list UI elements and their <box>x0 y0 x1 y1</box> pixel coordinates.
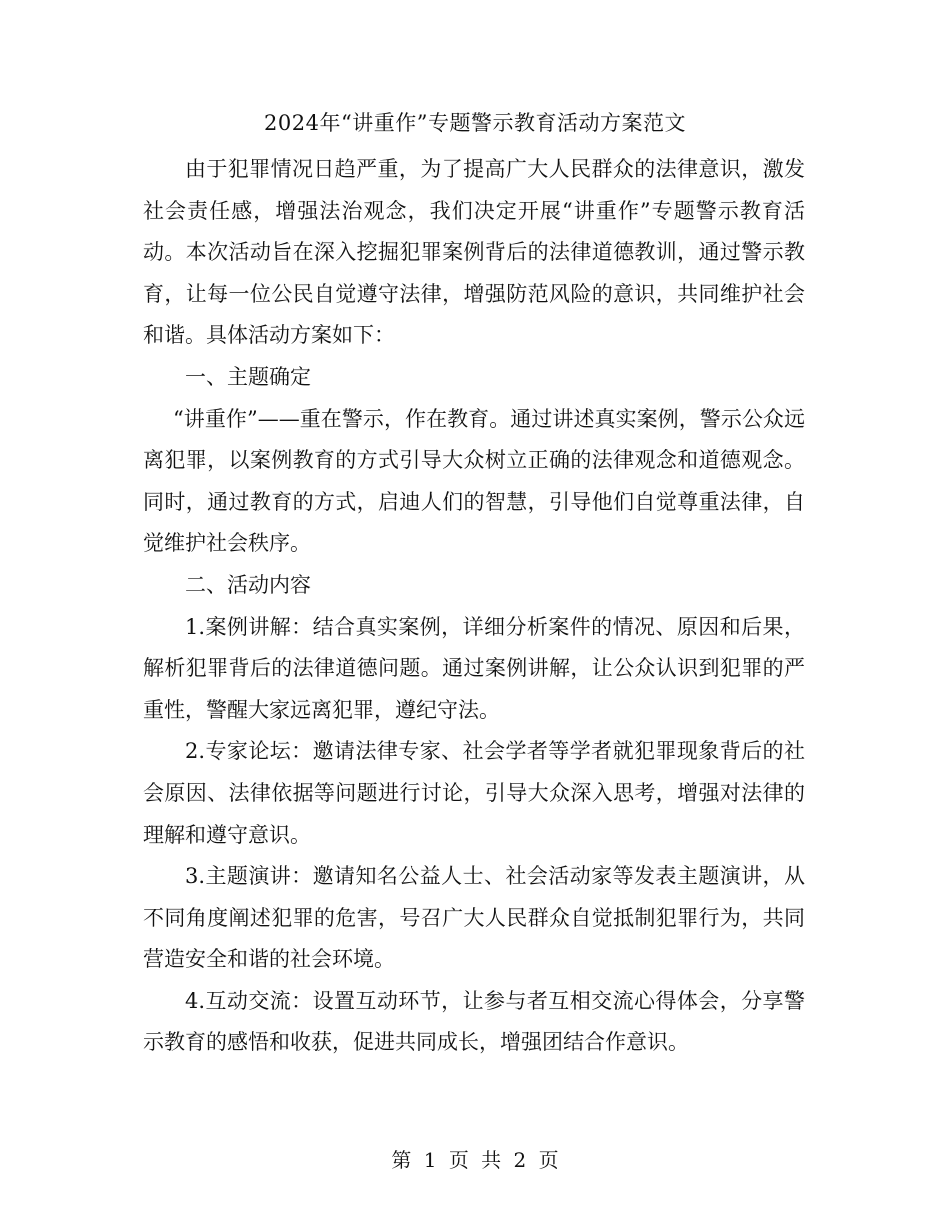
document-body <box>143 149 805 1064</box>
section-heading-theme: 一、主题确定 <box>185 364 311 389</box>
content-item-3: 3.主题演讲：邀请知名公益人士、社会活动家等发表主题演讲，从不同角度阐述犯罪的危害，号召广大人民群众自觉抵制犯罪行为，共同营造安全和谐的社会环境。 <box>143 864 805 972</box>
theme-paragraph: “讲重作”——重在警示，作在教育。通过讲述真实案例，警示公众远离犯罪，以案例教育的方式引导大众树立正确的法律观念和道德观念。同时，通过教育的方式，启迪人们的智慧，引导他们自觉尊重法律，自觉维护社会秩序。 <box>143 406 805 556</box>
content-item-1: 1.案例讲解：结合真实案例，详细分析案件的情况、原因和后果，解析犯罪背后的法律道德问题。通过案例讲解，让公众认识到犯罪的严重性，警醒大家远离犯罪，遵纪守法。 <box>143 614 805 722</box>
content-item-2: 2.专家论坛：邀请法律专家、社会学者等学者就犯罪现象背后的社会原因、法律依据等问题进行讨论，引导大众深入思考，增强对法律的理解和遵守意识。 <box>143 739 805 847</box>
section-heading-content: 二、活动内容 <box>185 572 311 597</box>
intro-paragraph: 由于犯罪情况日趋严重，为了提高广大人民群众的法律意识，激发社会责任感，增强法治观念，我们决定开展“讲重作”专题警示教育活动。本次活动旨在深入挖掘犯罪案例背后的法律道德教训，通过警示教育，让每一位公民自觉遵守法律，增强防范风险的意识，共同维护社会和谐。具体活动方案如下： <box>143 157 805 348</box>
document-title: 2024年“讲重作”专题警示教育活动方案范文 <box>264 111 686 135</box>
content-item-4: 4.互动交流：设置互动环节，让参与者互相交流心得体会，分享警示教育的感悟和收获，促进共同成长，增强团结合作意识。 <box>143 988 805 1055</box>
page-footer: 第 1 页 共 2 页 <box>391 1148 559 1172</box>
